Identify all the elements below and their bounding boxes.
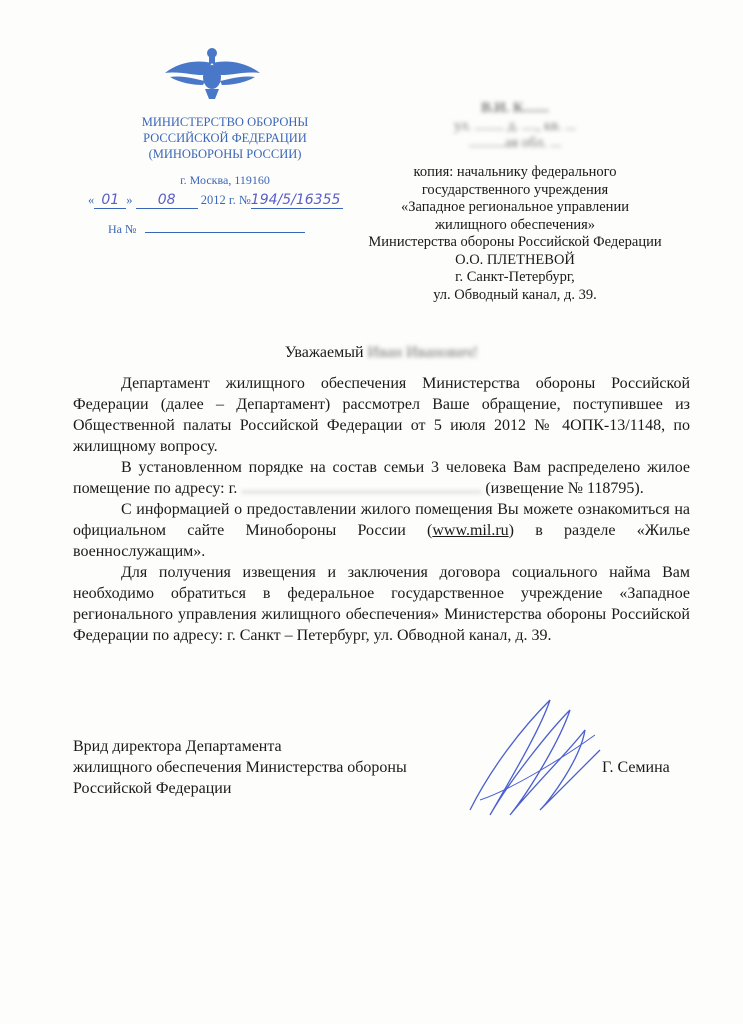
copy-line: жилищного обеспечения»	[434, 216, 596, 233]
addressee-street: ул. ........ д. ...., кв. ...	[453, 117, 577, 134]
copy-line: г. Санкт-Петербург,	[455, 269, 575, 285]
paragraph-2	[73, 457, 690, 499]
ministry-name	[90, 114, 360, 162]
greeting	[73, 344, 690, 362]
letter-body	[73, 373, 690, 646]
org-line: (МИНОБОРОНЫ РОССИИ)	[148, 147, 302, 161]
date-day: 01	[94, 192, 126, 209]
reference-line	[108, 222, 305, 237]
p2-start: В установленном порядке на состав семьи 3 человека Вам распределено жилое помещение по адресу: г.	[73, 459, 690, 497]
paragraph-4: Для получения извещения и заключения договора социального найма Вам необходимо обратиться в федеральное государственное учреждение «Западное регионального управления жилищного обеспечения» Министерства обороны Российской Федерации по адресу: г. Санкт – Петербург, ул. Обводной канал, д. 39.	[73, 564, 690, 644]
org-line: МИНИСТЕРСТВО ОБОРОНЫ	[141, 115, 309, 129]
title-line: жилищного обеспечения Министерства обороны	[73, 759, 407, 776]
city: г. Москва, 119160	[180, 173, 270, 187]
copy-line: «Западное региональное управлении	[401, 199, 629, 215]
addressee-name: В.И. К.......	[481, 100, 549, 116]
copy-recipient	[355, 164, 675, 304]
handwritten-signature	[450, 690, 610, 820]
greeting-end: Иванович!	[406, 344, 479, 361]
copy-line: копия: начальнику федерального	[413, 164, 617, 180]
copy-line: О.О. ПЛЕТНЕВОЙ	[455, 251, 575, 268]
signatory-name: Г. Семина	[602, 759, 670, 776]
paragraph-1: Департамент жилищного обеспечения Министерства обороны Российской Федерации (далее – Департамент) рассмотрел Ваше обращение, поступившее из Общественной палаты Российской Федерации от 5 июля 2012 № 4ОПК-13/1148, по жилищному вопросу.	[73, 375, 690, 455]
p2-hidden-address: ............................................................	[241, 480, 482, 497]
p2-end: (извещение № 118795).	[485, 480, 644, 497]
org-line: РОССИЙСКОЙ ФЕДЕРАЦИИ	[143, 131, 307, 145]
date-number-line: « 01 » 08 2012 г. №194/5/16355	[88, 192, 343, 209]
title-line: Врид директора Департамента	[73, 738, 282, 755]
mil-ru-link[interactable]: www.mil.ru	[432, 522, 509, 539]
greeting-start: Уважаемый	[284, 344, 364, 361]
ref-label: На №	[108, 222, 137, 236]
addressee-region: ..........ая обл. ...	[468, 135, 562, 151]
greeting-name: Иван	[367, 344, 403, 361]
title-line: Российской Федерации	[73, 780, 232, 797]
copy-line: Министерства обороны Российской Федерации	[368, 234, 662, 250]
signatory-title	[73, 736, 407, 799]
date-month: 08	[136, 192, 198, 209]
copy-line: ул. Обводный канал, д. 39.	[433, 286, 597, 303]
p3-start: С информацией о предоставлении жилого помещения Вы можете ознакомиться на официальном сайте Минобороны России (	[73, 501, 690, 539]
paragraph-3	[73, 499, 690, 562]
p3-end: ) в разделе «Жилье военнослужащим».	[73, 522, 691, 560]
copy-line: государственного учреждения	[421, 181, 609, 198]
date-year: 2012 г. №	[200, 193, 251, 207]
double-headed-eagle-emblem	[165, 45, 260, 100]
reg-number: 194/5/16355	[251, 192, 343, 209]
addressee-block	[355, 100, 675, 153]
